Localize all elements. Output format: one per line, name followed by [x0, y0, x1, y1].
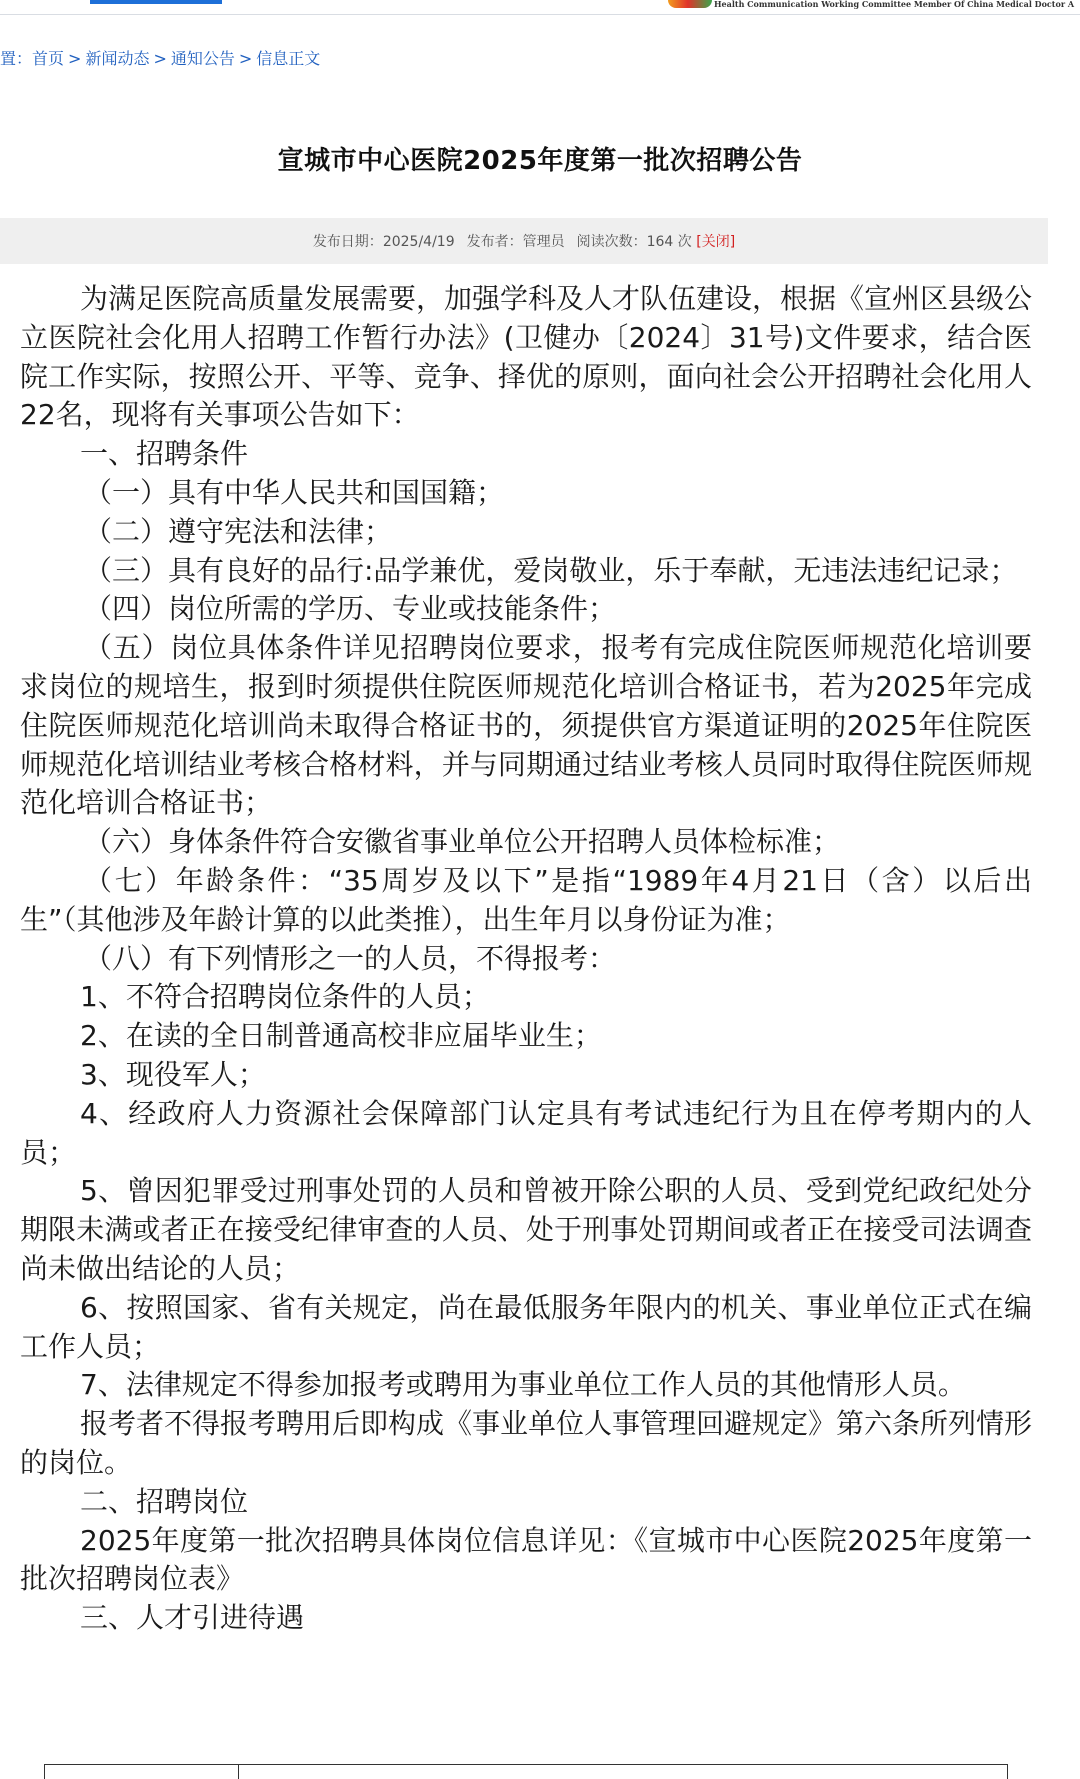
exclusion-item: 1、不符合招聘岗位条件的人员； [80, 980, 490, 1014]
breadcrumb-prefix: 置： [0, 49, 33, 68]
publish-date-label: 发布日期： [312, 234, 383, 250]
benefits-table [44, 1764, 1008, 1779]
publish-date-value: 2025/4/19 [382, 234, 455, 250]
publisher [467, 231, 565, 251]
exclusion-item: 7、法律规定不得参加报考或聘用为事业单位工作人员的其他情形人员。 [80, 1368, 966, 1402]
condition-item: （七）年龄条件：“35周岁及以下”是指“1989年4月21日（含）以后出生”（其他涉及年龄计算的以此类推），出生年月以身份证为准； [20, 863, 1032, 936]
exclusion-item: 3、现役军人； [80, 1057, 266, 1091]
exclusion-item: 4、经政府人力资源社会保障部门认定具有考试违纪行为且在停考期内的人员； [20, 1096, 1032, 1169]
read-count-label: 阅读次数： [576, 234, 647, 250]
section-heading: 一、招聘条件 [80, 437, 249, 471]
publisher-label: 发布者： [466, 234, 523, 250]
condition-item: （四）岗位所需的学历、专业或技能条件； [84, 592, 617, 626]
article-title: 宣城市中心医院2025年度第一批次招聘公告 [277, 146, 803, 176]
site-header [0, 0, 1080, 15]
article-body [20, 280, 1032, 1638]
close-button[interactable]: [关闭] [696, 234, 736, 250]
condition-item: （三）具有良好的品行:品学兼优，爱岗敬业，乐于奉献，无违法违纪记录； [84, 553, 1018, 587]
breadcrumb-news[interactable]: 新闻动态 [85, 49, 150, 68]
read-count-unit: 次 [677, 234, 692, 250]
site-logo-caption: Health Communication Working Committee Member Of China Medical Doctor A [714, 0, 1075, 9]
condition-item: （六）身体条件符合安徽省事业单位公开招聘人员体检标准； [84, 825, 841, 859]
site-logo-icon [668, 0, 712, 8]
avoidance-paragraph: 报考者不得报考聘用后即构成《事业单位人事管理回避规定》第六条所列情形的岗位。 [20, 1407, 1033, 1479]
publisher-value: 管理员 [522, 234, 565, 250]
condition-item: （五）岗位具体条件详见招聘岗位要求，报考有完成住院医师规范化培训要求岗位的规培生，报到时须提供住院医师规范化培训合格证书，若为2025年完成住院医师规范化培训尚未取得合格证书的，须提供官方渠道证明的2025年住院医师规范化培训结业考核合格材料，并与同期通过结业考核人员同时取得住院医师规范化培训合格证书； [20, 631, 1032, 820]
breadcrumb-separator: > [68, 49, 82, 68]
positions-paragraph: 2025年度第一批次招聘具体岗位信息详见：《宣城市中心医院2025年度第一批次招聘岗位表》 [20, 1523, 1032, 1596]
exclusion-item: 6、按照国家、省有关规定，尚在最低服务年限内的机关、事业单位正式在编工作人员； [20, 1290, 1032, 1363]
condition-item: （一）具有中华人民共和国国籍； [84, 475, 505, 509]
breadcrumb-notices[interactable]: 通知公告 [170, 49, 235, 68]
exclusion-item: 2、在读的全日制普通高校非应届毕业生； [80, 1019, 602, 1053]
article-meta-bar [0, 218, 1048, 264]
section-heading: 二、招聘岗位 [80, 1484, 249, 1518]
nav-tab-highlight[interactable] [90, 0, 222, 4]
intro-paragraph: 为满足医院高质量发展需要，加强学科及人才队伍建设，根据《宣州区县级公立医院社会化用人招聘工作暂行办法》(卫健办〔2024〕31号)文件要求，结合医院工作实际，按照公开、平等、竞争、择优的原则，面向社会公开招聘社会化用人22名，现将有关事项公告如下： [20, 282, 1033, 432]
publish-date [313, 231, 455, 251]
breadcrumb-home[interactable]: 首页 [32, 49, 65, 68]
table-column-divider [238, 1765, 239, 1779]
breadcrumb [0, 46, 320, 69]
section-heading: 三、人才引进待遇 [80, 1601, 305, 1635]
breadcrumb-separator: > [153, 49, 167, 68]
condition-item: （二）遵守宪法和法律； [84, 514, 393, 548]
breadcrumb-separator: > [238, 49, 253, 68]
breadcrumb-current[interactable]: 信息正文 [256, 49, 321, 68]
condition-item: （八）有下列情形之一的人员，不得报考： [84, 941, 617, 975]
read-count-value: 164 [646, 234, 674, 250]
read-count [577, 231, 736, 251]
exclusion-item: 5、曾因犯罪受过刑事处罚的人员和曾被开除公职的人员、受到党纪政纪处分期限未满或者正在接受纪律审查的人员、处于刑事处罚期间或者正在接受司法调查尚未做出结论的人员； [20, 1174, 1032, 1285]
